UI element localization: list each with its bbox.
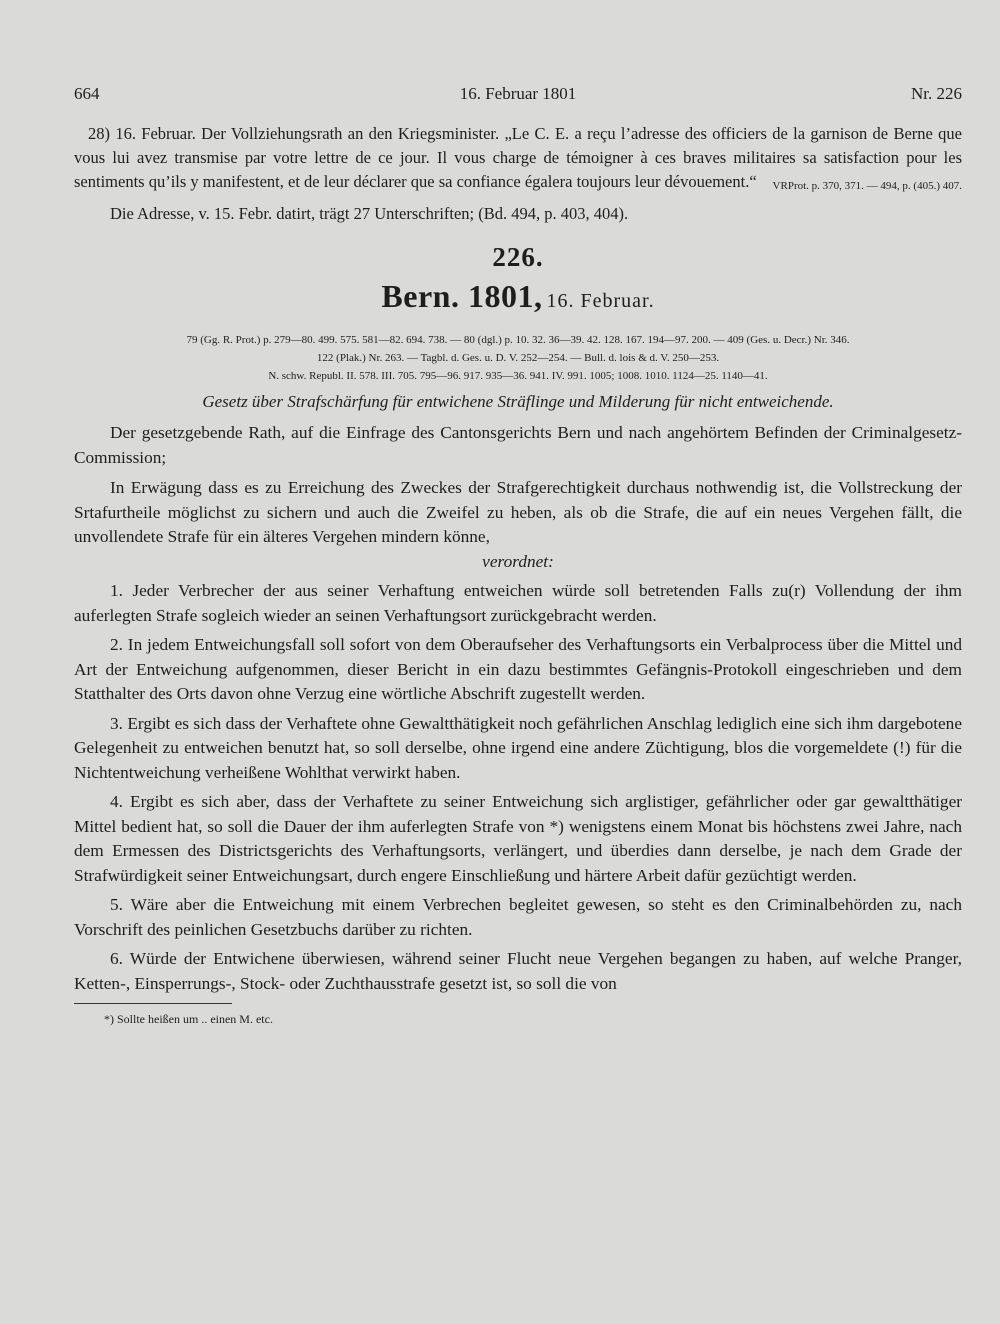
previous-entry-text: 28) 16. Februar. Der Vollziehungsrath an den Kriegsminister. „Le C. E. a reçu l’adresse des officiers de la garnison de Berne que vous lui avez transmise par votre lettre de ce jour. Il vous charge de témoigner à ces braves militaires sa satisfaction pour les sentiments qu’ils y manifestent, et de leur déclarer que sa confiance égalera toujours leur dévouement.“: [74, 124, 962, 191]
law-title: Gesetz über Strafschärfung für entwichene Sträflinge und Milderung für nicht entweichende.: [202, 392, 834, 411]
source-line: N. schw. Republ. II. 578. III. 705. 795—96. 917. 935—36. 941. IV. 991. 1005; 1008. 1010. 1124—25. 1140—41.: [268, 370, 768, 382]
article-2: 2. In jedem Entweichungsfall soll sofort von dem Oberaufseher des Verhaftungsorts ein Verbalprocess über die Mittel und Art der Entweichung aufgenommen, dieser Bericht in ein dazu bestimmtes Gefängnis-Protokoll eingeschrieben und dem Statthalter des Orts davon ohne Verzug eine wörtliche Abschrift zugestellt werden.: [74, 635, 962, 703]
source-references: [74, 331, 962, 385]
page-number: 664: [74, 84, 100, 103]
previous-entry-note: Die Adresse, v. 15. Febr. datirt, trägt 27 Unterschriften; (Bd. 494, p. 403, 404).: [110, 204, 629, 223]
article-4: 4. Ergibt es sich aber, dass der Verhaftete zu seiner Entweichung sich arglistiger, gefährlicher oder gar gewaltthätiger Mittel bedient hat, so soll die Dauer der ihm auferlegten Strafe von *) wenigstens einem Monat bis höchstens zwei Jahre, nach dem Ermessen des Districtsgerichts des Verhaftungsorts, verlängert, und überdies dann derselbe, je nach dem Grade der Strafwürdigkeit seiner Entweichungsart, durch engere Einschließung und härtere Arbeit dafür gezüchtigt werden.: [74, 792, 962, 885]
preamble-paragraph: In Erwägung dass es zu Erreichung des Zweckes der Strafgerechtigkeit durchaus nothwendig ist, die Vollstreckung der Srtafurtheile möglichst zu sichern und auch die Zweifel zu heben, als ob die Strafe, die auf ein neues Vergehen fällt, die unvollendete Strafe für ein älteres Vergehen mindern könne,: [74, 478, 962, 546]
footnote-divider: [74, 1003, 232, 1004]
running-header: [74, 84, 962, 114]
source-line: 79 (Gg. R. Prot.) p. 279—80. 499. 575. 581—82. 694. 738. — 80 (dgl.) p. 10. 32. 36—39. 42. 128. 167. 194—97. 200. — 409 (Ges. u. Decr.) Nr. 346.: [186, 334, 850, 346]
previous-entry: [74, 122, 962, 194]
article-5: 5. Wäre aber die Entweichung mit einem Verbrechen begleitet gewesen, so steht es den Criminalbehörden zu, nach Vorschrift des peinlichen Gesetzbuchs darüber zu richten.: [74, 895, 962, 939]
previous-entry-reference: VRProt. p. 370, 371. — 494, p. (405.) 407.: [772, 180, 962, 192]
article-1: 1. Jeder Verbrecher der aus seiner Verhaftung entweichen würde soll betretenden Falls zu(r) Vollendung der ihm auferlegten Strafe sogleich wieder an seinen Verhaftungsort zurückgebracht werden.: [74, 581, 962, 625]
header-document-number: Nr. 226: [911, 84, 962, 103]
header-date: 16. Februar 1801: [459, 84, 577, 103]
article-6: 6. Würde der Entwichene überwiesen, während seiner Flucht neue Vergehen begangen zu haben, auf welche Pranger, Ketten-, Einsperrungs-, Stock- oder Zuchthausstrafe gesetzt ist, so soll die von: [74, 949, 962, 993]
document-place-year: Bern. 1801,: [381, 278, 543, 314]
document-heading: [74, 276, 962, 323]
article-3: 3. Ergibt es sich dass der Verhaftete ohne Gewaltthätigkeit noch gefährlichen Anschlag lediglich eine sich ihm dargebotene Gelegenheit zu entweichen benutzt hat, so soll derselbe, ohne irgend eine andere Züchtigung, blos die vorgemeldete (!) für die Nichtentweichung verheißene Wohlthat verwirkt haben.: [74, 713, 962, 782]
document-number: 226.: [492, 242, 544, 272]
preamble-paragraph: Der gesetzgebende Rath, auf die Einfrage des Cantonsgerichts Bern und nach angehörtem Befinden der Criminalgesetz-Commission;: [74, 423, 962, 467]
footnote: *) Sollte heißen um .. einen M. etc.: [104, 1012, 273, 1026]
source-line: 122 (Plak.) Nr. 263. — Tagbl. d. Ges. u. D. V. 252—254. — Bull. d. lois & d. V. 250—253.: [316, 352, 720, 364]
enacting-clause: verordnet:: [482, 551, 554, 571]
document-date: 16. Februar.: [546, 290, 655, 312]
